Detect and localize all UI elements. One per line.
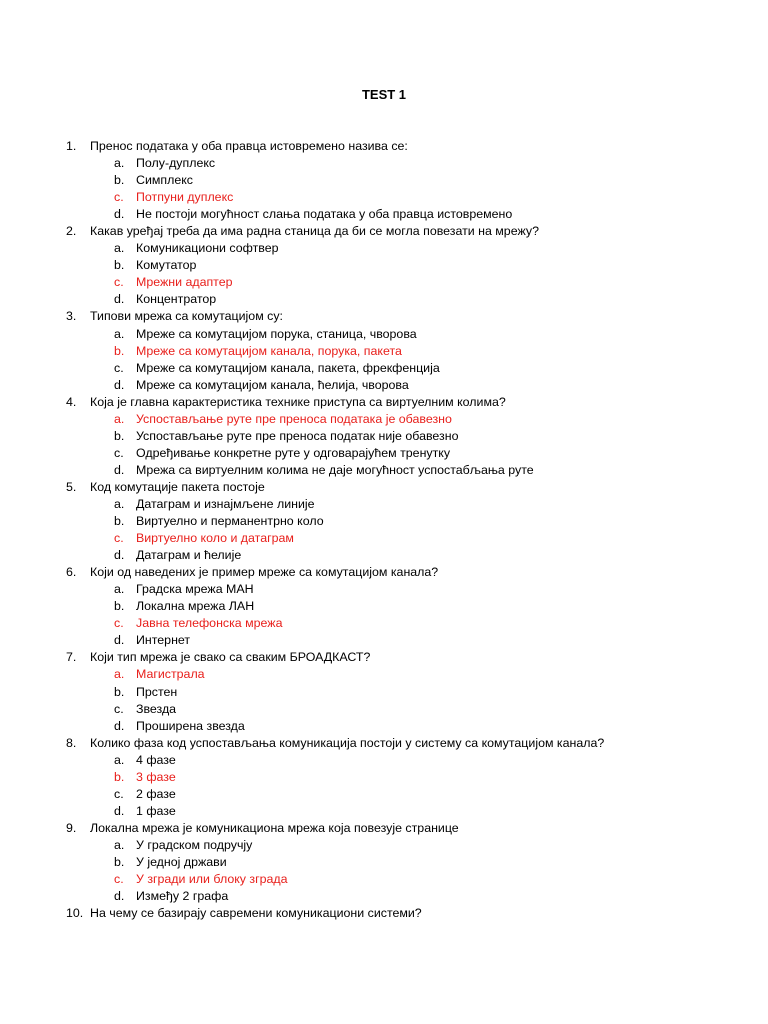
answer-option-correct <box>0 666 768 683</box>
option-letter: b. <box>114 258 125 273</box>
option-letter: d. <box>114 462 125 477</box>
option-letter: b. <box>114 428 125 443</box>
option-text: Мреже са комутацијом канала, порука, пакета <box>136 343 402 358</box>
option-letter: d. <box>114 718 125 733</box>
answer-option <box>0 718 768 735</box>
option-text: Симплекс <box>136 173 193 188</box>
option-text: 1 фазе <box>136 803 176 818</box>
question-text: Који од наведених је пример мреже са комутацијом канала? <box>90 565 439 580</box>
option-letter: b. <box>114 684 125 699</box>
question-number: 6. <box>66 565 77 580</box>
option-letter: a. <box>114 837 125 852</box>
answer-option <box>0 377 768 394</box>
option-text: Јавна телефонска мрежа <box>136 616 283 631</box>
answer-option-correct <box>0 411 768 428</box>
option-letter: c. <box>114 531 124 546</box>
question-number: 7. <box>66 650 77 665</box>
option-letter: b. <box>114 173 125 188</box>
answer-option-correct <box>0 189 768 206</box>
option-text: Звезда <box>136 701 177 716</box>
question-text: Који тип мрежа је свако са сваким БРОАДКАСТ? <box>90 650 371 665</box>
answer-option <box>0 155 768 172</box>
option-letter: c. <box>114 275 124 290</box>
question-number: 4. <box>66 394 77 409</box>
option-letter: d. <box>114 889 125 904</box>
option-letter: a. <box>114 582 125 597</box>
option-letter: a. <box>114 241 125 256</box>
answer-option <box>0 854 768 871</box>
option-text: Комуникациони софтвер <box>136 241 279 256</box>
option-text: Магистрала <box>136 667 205 682</box>
answer-option <box>0 360 768 377</box>
option-text: Градска мрежа МАН <box>136 582 254 597</box>
option-letter: d. <box>114 292 125 307</box>
answer-option <box>0 684 768 701</box>
answer-option-correct <box>0 343 768 360</box>
option-text: Прстен <box>136 684 178 699</box>
option-letter: d. <box>114 377 125 392</box>
option-letter: a. <box>114 752 125 767</box>
question-text: Какав уређај треба да има радна станица да би се могла повезати на мрежу? <box>90 224 539 239</box>
answer-option <box>0 581 768 598</box>
question-text: Пренос података у оба правца истовремено назива се: <box>90 139 408 153</box>
option-letter: c. <box>114 360 124 375</box>
answer-option <box>0 547 768 564</box>
option-text: Проширена звезда <box>136 718 245 733</box>
answer-option-correct <box>0 871 768 888</box>
question-6 <box>0 564 768 581</box>
question-number: 9. <box>66 820 77 835</box>
question-number: 10. <box>66 906 84 921</box>
option-text: Комутатор <box>136 258 197 273</box>
question-3 <box>0 308 768 325</box>
option-text: Датаграм и изнајмљене линије <box>136 496 315 511</box>
answer-option <box>0 291 768 308</box>
option-letter: c. <box>114 445 124 460</box>
answer-option <box>0 632 768 649</box>
option-text: Мрежа са виртуелним колима не даје могућност успостабљања руте <box>136 462 534 477</box>
question-5 <box>0 479 768 496</box>
option-letter: a. <box>114 411 125 426</box>
answer-option <box>0 837 768 854</box>
answer-option <box>0 445 768 462</box>
option-letter: b. <box>114 343 125 358</box>
option-text: Потпуни дуплекс <box>136 190 234 205</box>
option-text: У једној држави <box>136 854 227 869</box>
option-letter: b. <box>114 599 125 614</box>
option-text: Мрежни адаптер <box>136 275 233 290</box>
answer-option-correct <box>0 530 768 547</box>
question-8 <box>0 735 768 752</box>
answer-option <box>0 752 768 769</box>
answer-option <box>0 462 768 479</box>
option-text: Локална мрежа ЛАН <box>136 599 255 614</box>
option-text: Интернет <box>136 633 191 648</box>
option-text: Виртуелно и перманентрно коло <box>136 514 324 529</box>
document-title: TEST 1 <box>361 87 407 102</box>
answer-option-correct <box>0 274 768 291</box>
option-letter: d. <box>114 803 125 818</box>
answer-option <box>0 598 768 615</box>
question-7 <box>0 649 768 666</box>
option-text: Одређивање конкретне руте у одговарајућем тренутку <box>136 445 451 460</box>
answer-option <box>0 496 768 513</box>
option-text: 4 фазе <box>136 752 176 767</box>
option-letter: b. <box>114 769 125 784</box>
option-letter: d. <box>114 548 125 563</box>
question-2 <box>0 223 768 240</box>
answer-option-correct <box>0 615 768 632</box>
answer-option <box>0 172 768 189</box>
question-1 <box>0 138 768 155</box>
option-text: Концентратор <box>136 292 217 307</box>
answer-option-correct <box>0 769 768 786</box>
question-list <box>0 138 768 922</box>
option-text: Виртуелно коло и датаграм <box>136 531 294 546</box>
option-letter: c. <box>114 872 124 887</box>
question-number: 1. <box>66 139 77 153</box>
answer-option <box>0 257 768 274</box>
option-text: У згради или блоку зграда <box>136 872 288 887</box>
option-text: Успостављање руте пре преноса податак није обавезно <box>136 428 459 443</box>
option-text: Полу-дуплекс <box>136 156 216 171</box>
question-number: 8. <box>66 735 77 750</box>
option-letter: c. <box>114 190 124 205</box>
option-letter: b. <box>114 514 125 529</box>
question-text: Која је главна карактеристика технике приступа са виртуелним колима? <box>90 394 506 409</box>
option-text: Мреже са комутацијом порука, станица, чворова <box>136 326 417 341</box>
question-number: 3. <box>66 309 77 324</box>
option-text: У градском подручју <box>136 837 253 852</box>
option-letter: a. <box>114 667 125 682</box>
option-text: Између 2 графа <box>136 889 229 904</box>
option-text: Мреже са комутацијом канала, ћелија, чворова <box>136 377 409 392</box>
question-text: Колико фаза код успостављања комуникација постоји у систему са комутацијом канала? <box>90 735 605 750</box>
option-letter: b. <box>114 854 125 869</box>
option-letter: a. <box>114 496 125 511</box>
answer-option <box>0 206 768 223</box>
answer-option <box>0 803 768 820</box>
answer-option <box>0 240 768 257</box>
answer-option <box>0 888 768 905</box>
answer-option <box>0 513 768 530</box>
option-text: Не постоји могућност слања података у оба правца истовремено <box>136 207 513 222</box>
option-letter: a. <box>114 156 125 171</box>
option-letter: c. <box>114 786 124 801</box>
option-letter: c. <box>114 616 124 631</box>
option-letter: d. <box>114 633 125 648</box>
option-letter: a. <box>114 326 125 341</box>
option-letter: d. <box>114 207 125 222</box>
question-4 <box>0 394 768 411</box>
question-number: 2. <box>66 224 77 239</box>
question-text: Типови мрежа са комутацијом су: <box>90 309 283 324</box>
question-text: Локална мрежа је комуникациона мрежа која повезује странице <box>90 820 459 835</box>
option-text: 2 фазе <box>136 786 176 801</box>
option-text: Датаграм и ћелије <box>136 548 242 563</box>
answer-option <box>0 326 768 343</box>
question-text: Код комутације пакета постоје <box>90 479 265 494</box>
answer-option <box>0 786 768 803</box>
question-10 <box>0 905 768 922</box>
question-number: 5. <box>66 479 77 494</box>
question-9 <box>0 820 768 837</box>
option-letter: c. <box>114 701 124 716</box>
answer-option <box>0 428 768 445</box>
option-text: Успостављање руте пре преноса података је обавезно <box>136 411 452 426</box>
option-text: 3 фазе <box>136 769 176 784</box>
question-text: На чему се базирају савремени комуникациони системи? <box>90 906 422 921</box>
option-text: Мреже са комутацијом канала, пакета, фрекфенција <box>136 360 440 375</box>
answer-option <box>0 701 768 718</box>
